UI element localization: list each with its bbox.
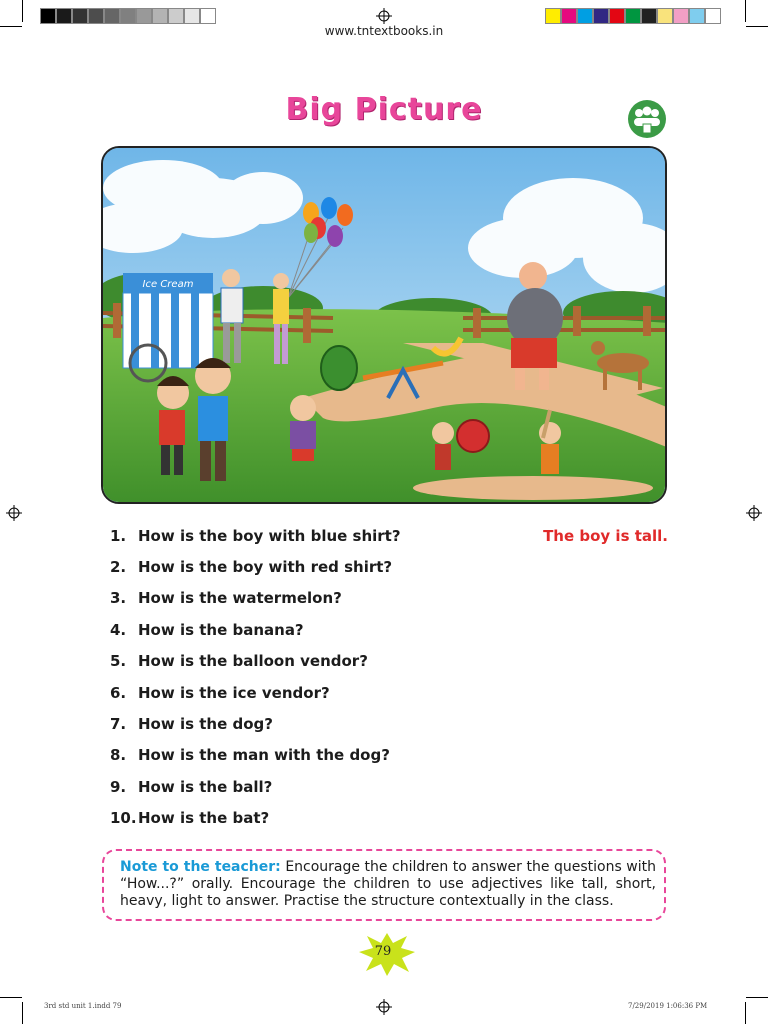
question-text: How is the boy with red shirt? — [138, 558, 393, 577]
question-text: How is the balloon vendor? — [138, 652, 368, 671]
question-number: 7. — [110, 715, 127, 734]
question-item — [110, 677, 670, 708]
teacher-note — [102, 849, 666, 921]
question-text: How is the bat? — [138, 809, 270, 828]
grayscale-bar — [40, 8, 216, 24]
question-number: 9. — [110, 777, 127, 796]
question-list — [110, 520, 670, 834]
footer-file: 3rd std unit 1.indd 79 — [44, 1002, 122, 1010]
boy-with-ice-cream — [290, 395, 316, 461]
page-number: 79 — [374, 944, 392, 959]
crop-mark — [745, 1002, 746, 1024]
source-url: www.tntextbooks.in — [324, 24, 444, 38]
park-scene-illustration — [101, 146, 667, 504]
registration-mark-icon — [746, 505, 762, 521]
question-number: 6. — [110, 683, 127, 702]
svg-text:Ice Cream: Ice Cream — [142, 279, 194, 290]
page-number-badge — [357, 928, 417, 978]
question-text: How is the watermelon? — [138, 589, 342, 608]
question-text: How is the boy with blue shirt? — [138, 526, 401, 545]
note-label: Note to the teacher: — [120, 859, 281, 875]
registration-mark-icon — [6, 505, 22, 521]
question-item — [110, 803, 670, 834]
registration-mark-icon — [376, 999, 392, 1015]
question-number: 8. — [110, 746, 127, 765]
crop-mark — [745, 0, 746, 22]
question-item — [110, 740, 670, 771]
ball — [457, 420, 489, 452]
question-number: 10. — [110, 809, 137, 828]
page-title: Big Picture — [285, 92, 483, 127]
question-item — [110, 708, 670, 739]
sample-answer: The boy is tall. — [543, 526, 668, 545]
crop-mark — [22, 0, 23, 22]
question-number: 1. — [110, 526, 127, 545]
question-item — [110, 520, 670, 551]
question-number: 5. — [110, 652, 127, 671]
registration-mark-icon — [376, 8, 392, 24]
watermelon — [321, 346, 357, 390]
color-bar — [545, 8, 721, 24]
question-item — [110, 771, 670, 802]
question-item — [110, 614, 670, 645]
question-text: How is the banana? — [138, 620, 304, 639]
crop-mark — [746, 997, 768, 998]
question-text: How is the man with the dog? — [138, 746, 390, 765]
question-text: How is the dog? — [138, 715, 273, 734]
question-text: How is the ball? — [138, 777, 273, 796]
question-text: How is the ice vendor? — [138, 683, 330, 702]
crop-mark — [0, 997, 22, 998]
question-number: 4. — [110, 620, 127, 639]
note-text: Encourage the children to answer the questions with “How...?” orally. Encourage the children to use adjectives like tall, short, heavy, light to answer. Practise the structure contextually in the class. — [120, 859, 656, 909]
question-number: 2. — [110, 558, 127, 577]
question-item — [110, 646, 670, 677]
question-item — [110, 583, 670, 614]
footer-timestamp: 7/29/2019 1:06:36 PM — [628, 1002, 708, 1010]
crop-mark — [22, 1002, 23, 1024]
child — [432, 422, 454, 470]
group-activity-icon — [628, 100, 666, 138]
question-number: 3. — [110, 589, 127, 608]
question-item — [110, 551, 670, 582]
